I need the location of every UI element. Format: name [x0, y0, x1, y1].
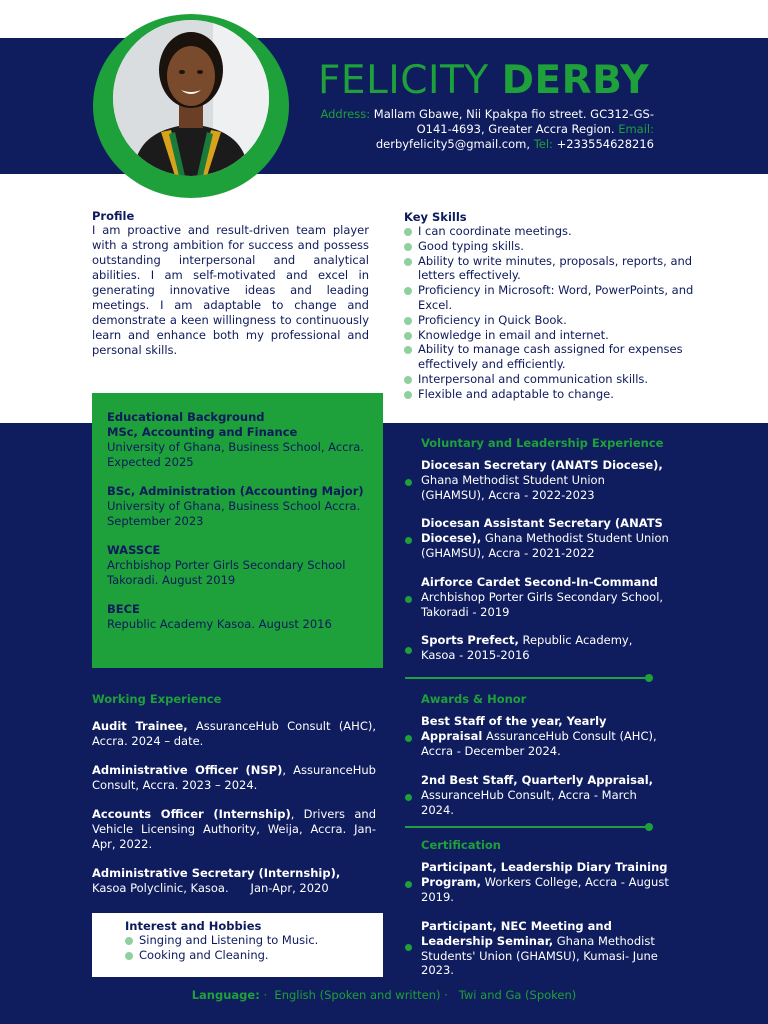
award-item: [405, 714, 670, 758]
voluntary-detail: Republic Academy, Kasoa - 2015-2016: [421, 633, 633, 662]
certification-title: Certification: [421, 838, 501, 852]
education-entry: [107, 484, 383, 529]
key-skills-section: [404, 210, 704, 402]
profile-photo: [113, 20, 269, 176]
work-item: [92, 866, 376, 896]
list-item: Singing and Listening to Music.: [125, 933, 383, 948]
education-institution: Republic Academy Kasoa. August 2016: [107, 617, 332, 631]
award-name: Best Staff of the year, Yearly Appraisal: [421, 714, 607, 743]
working-experience-title: Working Experience: [92, 692, 222, 706]
key-skills-title: Key Skills: [404, 210, 467, 224]
award-name: 2nd Best Staff, Quarterly Appraisal,: [421, 773, 654, 787]
divider-end-dot-icon: [645, 823, 653, 831]
list-item: I can coordinate meetings.: [404, 224, 704, 239]
education-degree: WASSCE: [107, 543, 161, 557]
bullet-dot-icon: [405, 647, 412, 654]
hobbies-title: Interest and Hobbies: [125, 919, 262, 933]
address-label: Address:: [320, 107, 371, 121]
bullet-dot-icon: [405, 735, 412, 742]
education-entry: [107, 602, 383, 632]
certification-name: Participant, Leadership Diary Training Program,: [421, 860, 668, 889]
email-value[interactable]: derbyfelicity5@gmail.com,: [375, 137, 531, 151]
email-label: Email:: [618, 122, 654, 136]
voluntary-item: [405, 516, 670, 560]
award-item: [405, 773, 670, 817]
education-title: Educational Background: [107, 410, 265, 424]
profile-section: [92, 209, 369, 358]
voluntary-item: [405, 575, 670, 619]
list-item: Interpersonal and communication skills.: [404, 372, 704, 387]
education-section: [92, 393, 383, 668]
voluntary-detail: Archbishop Porter Girls Secondary School, Takoradi - 2019: [421, 589, 664, 619]
work-detail: , AssuranceHub Consult, Accra. 2023 – 2024.: [92, 763, 376, 792]
profile-title: Profile: [92, 209, 135, 223]
list-item: Ability to manage cash assigned for expenses effectively and efficiently.: [404, 342, 704, 372]
language-line: [0, 988, 768, 1002]
bullet-dot-icon: [405, 794, 412, 801]
voluntary-item: [405, 633, 670, 663]
section-divider: [405, 677, 649, 679]
work-item: [92, 763, 376, 793]
profile-text: I am proactive and result-driven team player with a strong ambition for success and possess outstanding interpersonal and analytical abilities. I am self-motivated and excel in generating innovative ideas and leading meetings. I am adaptable to change and demonstrate a keen willingness to continuously learn and enhance both my professional and personal skills.: [92, 223, 369, 357]
education-entry: [107, 425, 383, 470]
work-role: Accounts Officer (Internship): [92, 807, 291, 821]
voluntary-item: [405, 458, 670, 502]
bullet-dot-icon: [405, 944, 412, 951]
education-degree: BECE: [107, 602, 140, 616]
list-item: Proficiency in Microsoft: Word, PowerPoints, and Excel.: [404, 283, 704, 313]
work-role: Audit Trainee,: [92, 719, 188, 733]
list-item: Knowledge in email and internet.: [404, 328, 704, 343]
list-item: Proficiency in Quick Book.: [404, 313, 704, 328]
certification-detail: Workers College, Accra - August 2019.: [421, 874, 669, 904]
hobbies-section: [92, 913, 383, 977]
education-institution: University of Ghana, Business School, Accra. Expected 2025: [107, 440, 364, 469]
education-entry: [107, 543, 383, 588]
voluntary-role: Sports Prefect,: [421, 633, 519, 647]
bullet-dot-icon: [405, 537, 412, 544]
certification-item: [405, 919, 670, 978]
list-item: Good typing skills.: [404, 239, 704, 254]
key-skills-list: [404, 224, 704, 402]
section-divider: [405, 826, 649, 828]
candidate-name: [318, 58, 649, 103]
education-institution: University of Ghana, Business School Accra. September 2023: [107, 499, 361, 528]
contact-details: [320, 107, 654, 152]
work-detail: AssuranceHub Consult (AHC), Accra. 2024 – date.: [92, 719, 376, 748]
education-institution: Archbishop Porter Girls Secondary School Takoradi. August 2019: [107, 558, 346, 587]
certification-detail: Ghana Methodist Students' Union (GHAMSU), Kumasi- June 2023.: [421, 933, 658, 978]
work-item: [92, 807, 376, 852]
language-text: · English (Spoken and written) · Twi and Ga (Spoken): [259, 988, 577, 1002]
profile-photo-illustration: [113, 20, 269, 176]
work-detail: , Drivers and Vehicle Licensing Authority, Weija, Accra. Jan-Apr, 2022.: [92, 807, 376, 851]
divider-end-dot-icon: [645, 674, 653, 682]
education-degree: MSc, Accounting and Finance: [107, 425, 298, 439]
voluntary-title: Voluntary and Leadership Experience: [421, 436, 664, 450]
hobbies-list: [125, 933, 383, 963]
tel-value[interactable]: +233554628216: [556, 137, 654, 151]
award-detail: AssuranceHub Consult (AHC), Accra - December 2024.: [421, 728, 657, 758]
certification-name: Participant, NEC Meeting and Leadership Seminar,: [421, 919, 612, 948]
voluntary-role: Diocesan Assistant Secretary (ANATS Diocese),: [421, 516, 663, 545]
work-item: [92, 719, 376, 749]
bullet-dot-icon: [405, 479, 412, 486]
last-name: DERBY: [501, 58, 649, 103]
work-role: Administrative Secretary (Internship),: [92, 866, 341, 880]
list-item: Cooking and Cleaning.: [125, 948, 383, 963]
award-detail: AssuranceHub Consult, Accra - March 2024.: [421, 787, 637, 817]
education-degree: BSc, Administration (Accounting Major): [107, 484, 364, 498]
voluntary-detail: Ghana Methodist Student Union (GHAMSU), Accra - 2022-2023: [421, 472, 605, 502]
working-experience-section: [92, 692, 376, 910]
list-item: Flexible and adaptable to change.: [404, 387, 704, 402]
awards-title: Awards & Honor: [421, 692, 527, 706]
first-name: FELICITY: [318, 58, 489, 103]
work-role: Administrative Officer (NSP): [92, 763, 283, 777]
bullet-dot-icon: [405, 596, 412, 603]
list-item: Ability to write minutes, proposals, reports, and letters effectively.: [404, 254, 704, 284]
language-label: Language:: [191, 988, 260, 1002]
work-detail: Kasoa Polyclinic, Kasoa. Jan-Apr, 2020: [92, 881, 329, 895]
voluntary-detail: Ghana Methodist Student Union (GHAMSU), Accra - 2021-2022: [421, 530, 669, 560]
bullet-dot-icon: [405, 881, 412, 888]
tel-label: Tel:: [533, 137, 553, 151]
voluntary-role: Diocesan Secretary (ANATS Diocese),: [421, 458, 663, 472]
address-value: Mallam Gbawe, Nii Kpakpa fio street. GC312-GS-O141-4693, Greater Accra Region.: [373, 107, 654, 136]
certification-item: [405, 860, 670, 904]
voluntary-role: Airforce Cardet Second-In-Command: [421, 575, 658, 589]
